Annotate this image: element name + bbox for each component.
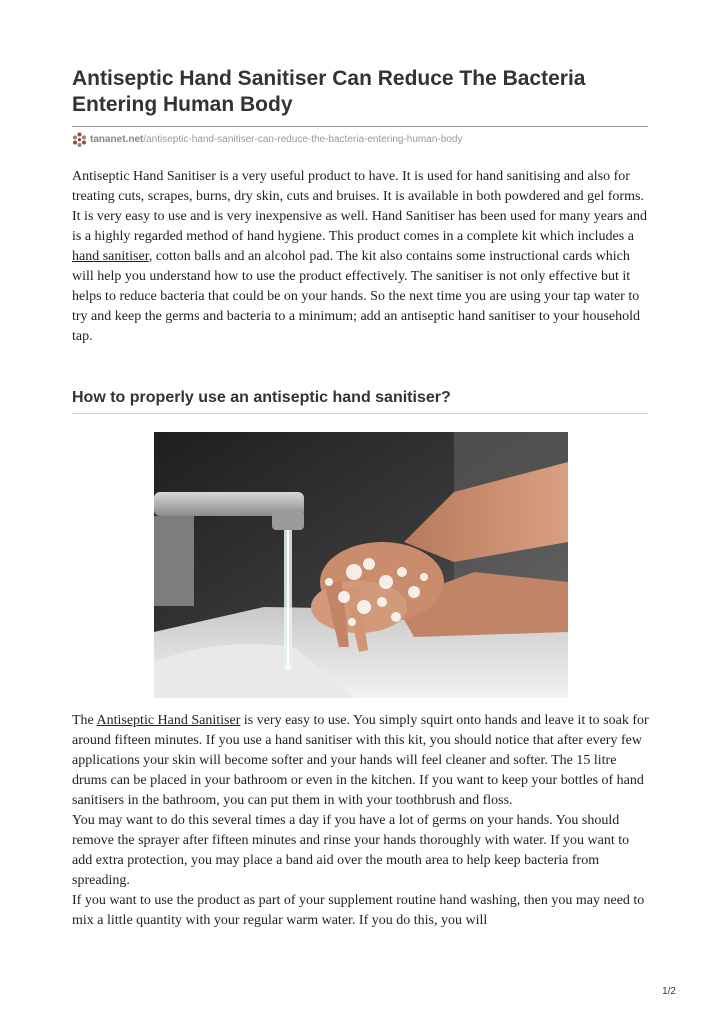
source-site: tananet.net [90, 133, 144, 145]
body-text-1: The [72, 713, 97, 728]
section-divider [72, 413, 648, 414]
hand-washing-photo [154, 432, 568, 698]
source-path: /antiseptic-hand-sanitiser-can-reduce-the-bacteria-entering-human-body [143, 133, 463, 145]
section-heading: How to properly use an antiseptic hand sanitiser? [72, 389, 451, 406]
page-number: 1/2 [662, 986, 676, 997]
tananet-logo-icon [72, 132, 87, 147]
body-paragraph-1 [72, 711, 650, 811]
source-link[interactable] [90, 134, 462, 145]
body-text [72, 711, 650, 931]
article-title: Antiseptic Hand Sanitiser Can Reduce The Bacteria Entering Human Body [72, 67, 586, 116]
body-text-2: is very easy to use. You simply squirt onto hands and leave it to soak for around fifteen minutes. If you use a hand sanitiser with this kit, you should notice that after every few applications your skin will become softer and your hands will feel cleaner and softer. The 15 litre drums can be placed in your bathroom or even in the kitchen. If you want to keep your bottles of hand sanitisers in the bathroom, you can put them in with your toothbrush and floss. [72, 713, 649, 808]
title-divider [72, 126, 648, 127]
intro-text-1: Antiseptic Hand Sanitiser is a very useful product to have. It is used for hand sanitising and also for treating cuts, scrapes, burns, dry skin, cuts and bruises. It is available in both powdered and gel forms. It is very easy to use and is very inexpensive as well. Hand Sanitiser has been used for many years and is a highly regarded method of hand hygiene. This product comes in a complete kit which includes a [72, 169, 648, 244]
source-line [72, 131, 462, 147]
antiseptic-hand-sanitiser-link[interactable]: Antiseptic Hand Sanitiser [96, 713, 241, 728]
body-paragraph-2: You may want to do this several times a day if you have a lot of germs on your hands. You should remove the sprayer after fifteen minutes and rinse your hands thoroughly with water. If you want to add extra protection, you may place a band aid over the mouth area to help keep bacteria from spreading. [72, 813, 630, 888]
hand-sanitiser-link[interactable]: hand sanitiser [72, 249, 149, 264]
body-paragraph-3: If you want to use the product as part of your supplement routine hand washing, then you may need to mix a little quantity with your regular warm water. If you do this, you will [72, 893, 645, 928]
intro-text-2: , cotton balls and an alcohol pad. The kit also contains some instructional cards which will help you understand how to use the product effectively. The sanitiser is not only effective but it helps to reduce bacteria that could be on your hands. So the next time you are using your tap water to try and keep the germs and bacteria to a minimum; add an antiseptic hand sanitiser to your household tap. [72, 249, 641, 344]
intro-paragraph [72, 167, 650, 347]
